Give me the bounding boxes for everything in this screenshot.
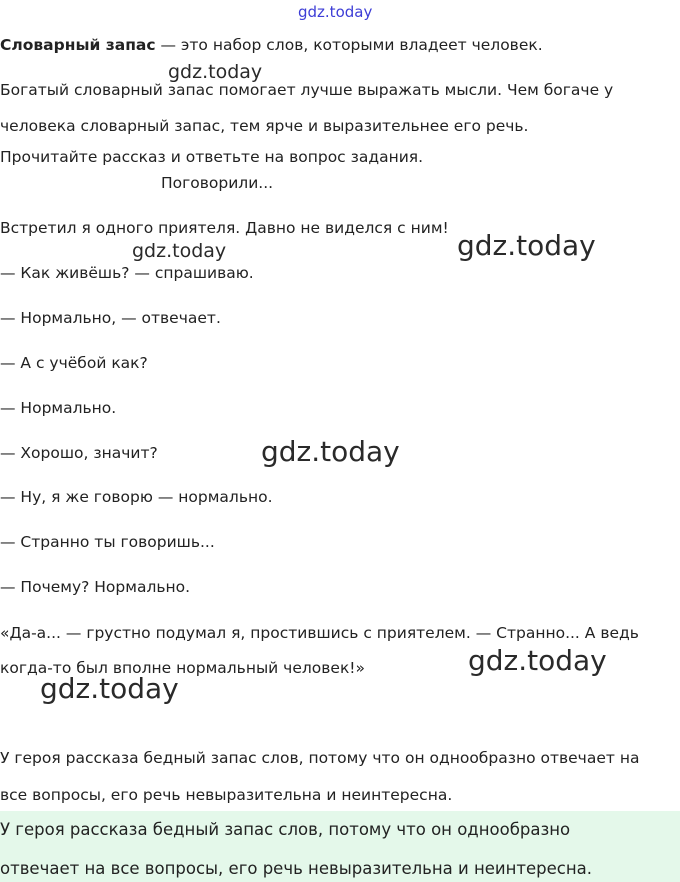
definition-term: Словарный запас [0, 36, 156, 54]
story-line: — Ну, я же говорю — нормально. [0, 488, 273, 506]
story-title: Поговорили... [161, 174, 274, 192]
definition-line [0, 35, 543, 55]
watermark: gdz.today [40, 672, 179, 705]
watermark: gdz.today [468, 644, 607, 677]
watermark: gdz.today [168, 61, 263, 83]
watermark: gdz.today [457, 229, 596, 262]
intro-line-1: Богатый словарный запас помогает лучше выражать мысли. Чем богаче у [0, 81, 614, 99]
story-line: — Нормально, — отвечает. [0, 309, 221, 327]
story-line: — Как живёшь? — спрашиваю. [0, 264, 254, 282]
story-line: — Нормально. [0, 399, 117, 417]
story-line: Встретил я одного приятеля. Давно не виделся с ним! [0, 219, 449, 237]
story-line: — Хорошо, значит? [0, 444, 158, 462]
watermark-top: gdz.today [298, 3, 373, 21]
answer-plain-line-2: все вопросы, его речь невыразительна и неинтересна. [0, 786, 453, 804]
definition-text: — это набор слов, которыми владеет человек. [155, 36, 543, 54]
answer-highlight-line-1: У героя рассказа бедный запас слов, потому что он однообразно [0, 820, 571, 839]
story-line: — Странно ты говоришь... [0, 533, 215, 551]
clipped-line: Прочитайте рассказ и ответьте на вопрос задания. [0, 148, 424, 166]
story-ending-line-1: «Да-а... — грустно подумал я, простившись с приятелем. — Странно... А ведь [0, 624, 639, 642]
story-line: — А с учёбой как? [0, 354, 148, 372]
story-ending-line-2: когда-то был вполне нормальный человек!» [0, 659, 365, 677]
watermark: gdz.today [132, 240, 227, 262]
answer-plain-line-1: У героя рассказа бедный запас слов, потому что он однообразно отвечает на [0, 749, 640, 767]
answer-highlight-line-2: отвечает на все вопросы, его речь невыразительна и неинтересна. [0, 859, 593, 878]
intro-line-2: человека словарный запас, тем ярче и выразительнее его речь. [0, 117, 529, 135]
story-line: — Почему? Нормально. [0, 578, 191, 596]
answer-highlight-box [0, 811, 680, 882]
watermark: gdz.today [261, 435, 400, 468]
